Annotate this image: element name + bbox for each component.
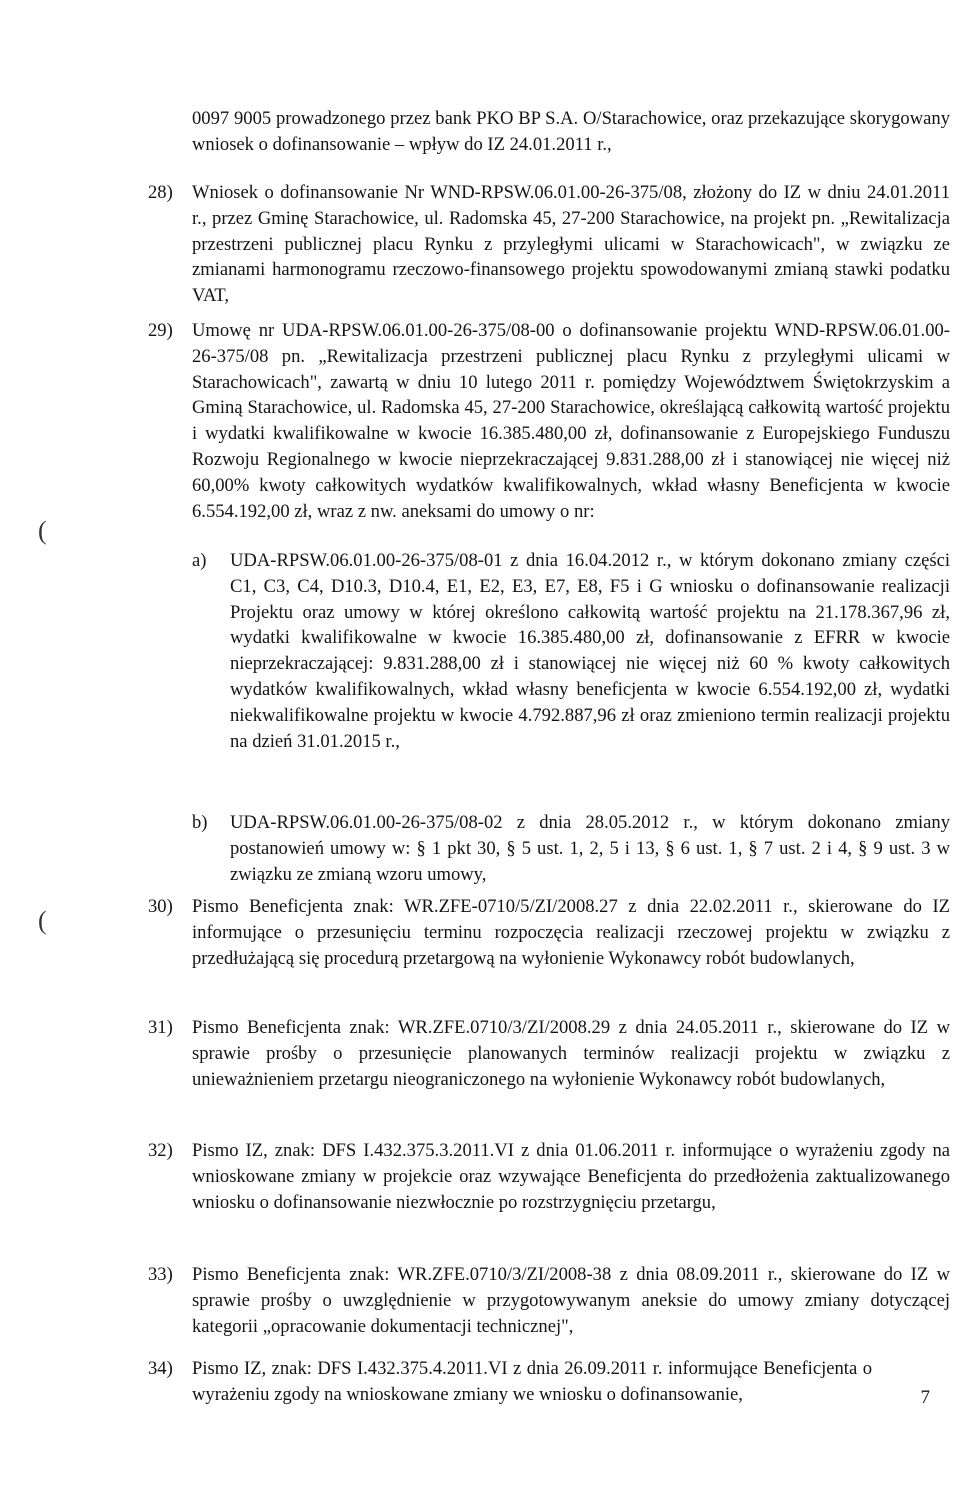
item-number: 29) — [148, 320, 173, 341]
subitem-label: b) — [192, 812, 208, 833]
item-number: 28) — [148, 182, 173, 203]
list-item: Pismo Beneficjenta znak: WR.ZFE-0710/5/ZI/2008.27 z dnia 22.02.2011 r., skierowane do IZ informujące o przesunięciu terminu rozpoczęcia realizacji rzeczowej projektu w związku z przedłużającą się procedurą przetargową na wyłonienie Wykonawcy robót budowlanych, — [192, 896, 950, 969]
margin-mark: ( — [38, 906, 47, 935]
item-number: 34) — [148, 1358, 173, 1379]
page-number: 7 — [920, 1387, 930, 1408]
margin-mark: ( — [38, 516, 47, 545]
sub-list-item: UDA-RPSW.06.01.00-26-375/08-01 z dnia 16.04.2012 r., w którym dokonano zmiany części C1, C3, C4, D10.3, D10.4, E1, E2, E3, E7, E8, F5 i G wniosku o dofinansowanie realizacji Projektu oraz umowy w której określono całkowitą wartość projektu na 21.178.367,96 zł, wydatki kwalifikowalne w kwocie 16.385.480,00 zł, dofinansowanie z EFRR w kwocie nieprzekraczającej: 9.831.288,00 zł i stanowiącej nie więcej niż 60 % kwoty całkowitych wydatków kwalifikowalnych, wkład własny beneficjenta w kwocie 6.554.192,00 zł, wydatki niekwalifikowalne projektu w kwocie 4.792.887,96 zł oraz zmieniono termin realizacji projektu na dzień 31.01.2015 r., — [230, 550, 950, 752]
subitem-label: a) — [192, 550, 207, 571]
intro-paragraph: 0097 9005 prowadzonego przez bank PKO BP S.A. O/Starachowice, oraz przekazujące skorygowany wniosek o dofinansowanie – wpływ do IZ 24.01.2011 r., — [192, 108, 950, 155]
item-number: 32) — [148, 1140, 173, 1161]
item-number: 30) — [148, 896, 173, 917]
list-item: Pismo IZ, znak: DFS I.432.375.3.2011.VI z dnia 01.06.2011 r. informujące o wyrażeniu zgody na wnioskowane zmiany w projekcie oraz wzywające Beneficjenta do przedłożenia zaktualizowanego wniosku o dofinansowanie niezwłocznie po rozstrzygnięciu przetargu, — [192, 1140, 950, 1213]
item-number: 33) — [148, 1264, 173, 1285]
sub-list-item: UDA-RPSW.06.01.00-26-375/08-02 z dnia 28.05.2012 r., w którym dokonano zmiany postanowień umowy w: § 1 pkt 30, § 5 ust. 1, 2, 5 i 13, § 6 ust. 1, § 7 ust. 2 i 4, § 9 ust. 3 w związku ze zmianą wzoru umowy, — [230, 812, 950, 885]
list-item: Wniosek o dofinansowanie Nr WND-RPSW.06.01.00-26-375/08, złożony do IZ w dniu 24.01.2011 r., przez Gminę Starachowice, ul. Radomska 45, 27-200 Starachowice, na projekt pn. „Rewitalizacja przestrzeni publicznej placu Rynku z przyległymi ulicami w Starachowicach", w związku ze zmianami harmonogramu rzeczowo-finansowego projektu spowodowanymi zmianą stawki podatku VAT, — [192, 182, 950, 307]
item-number: 31) — [148, 1017, 173, 1038]
list-item: Pismo Beneficjenta znak: WR.ZFE.0710/3/ZI/2008.29 z dnia 24.05.2011 r., skierowane do IZ w sprawie prośby o przesunięcie planowanych terminów realizacji projektu w związku z unieważnieniem przetargu nieograniczonego na wyłonienie Wykonawcy robót budowlanych, — [192, 1017, 950, 1090]
list-item: Pismo IZ, znak: DFS I.432.375.4.2011.VI z dnia 26.09.2011 r. informujące Beneficjenta o wyrażeniu zgody na wnioskowane zmiany we wniosku o dofinansowanie, — [192, 1358, 872, 1405]
list-item: Pismo Beneficjenta znak: WR.ZFE.0710/3/ZI/2008-38 z dnia 08.09.2011 r., skierowane do IZ w sprawie prośby o uwzględnienie w przygotowywanym aneksie do umowy zmiany dotyczącej kategorii „opracowanie dokumentacji technicznej", — [192, 1264, 950, 1337]
list-item: Umowę nr UDA-RPSW.06.01.00-26-375/08-00 o dofinansowanie projektu WND-RPSW.06.01.00-26-375/08 pn. „Rewitalizacja przestrzeni publicznej placu Rynku z przyległymi ulicami w Starachowicach", zawartą w dniu 10 lutego 2011 r. pomiędzy Województwem Świętokrzyskim a Gminą Starachowice, ul. Radomska 45, 27-200 Starachowice, określającą całkowitą wartość projektu i wydatki kwalifikowalne w kwocie 16.385.480,00 zł, dofinansowanie z Europejskiego Funduszu Rozwoju Regionalnego w kwocie nieprzekraczającej 9.831.288,00 zł i stanowiącej nie więcej niż 60,00% kwoty całkowitych wydatków kwalifikowalnych, wkład własny Beneficjenta w kwocie 6.554.192,00 zł, wraz z nw. aneksami do umowy o nr: — [192, 320, 950, 522]
